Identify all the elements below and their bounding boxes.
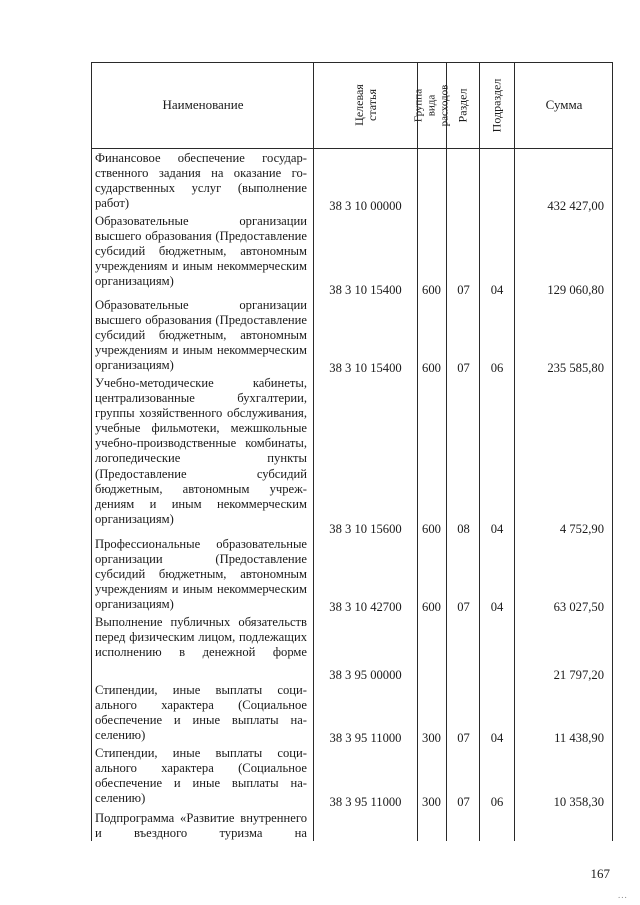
table-row-4-subsection: 04 [490,522,504,536]
table-row-2-name: Образовательные организации высшего образования (Предоставление субсидий бюджетным, автономным учреждениям и иным некоммерческим организациям) [95,214,307,289]
table-row-5-amount: 63 027,50 [553,600,604,614]
table-row-7-section: 07 [457,731,470,745]
table-row-5-name: Профессиональные образовательные организации (Предоставление субсидий бюджетным, автономным учреждениям и иным некоммерческим организациям) [95,537,307,612]
table-row-4-amount: 4 752,90 [559,522,604,536]
table-row-3-name: Образовательные организации высшего образования (Предоставление субсидий бюджетным, автономным учреждениям и иным некоммерческим организациям) [95,298,307,373]
page-number: 167 [590,866,610,881]
header-subsection [480,62,514,148]
column-divider-group [417,62,418,841]
table-row-1-name: Финансовое обеспечение государственного задания на оказание государственных услуг (выполнение работ) [95,151,307,211]
table-row-4-code: 38 3 10 15600 [329,522,402,536]
table-row-2-section: 07 [457,283,470,297]
column-divider-code [313,62,314,841]
table-row-4-section: 08 [457,522,470,536]
table-row-5-code: 38 3 10 42700 [329,600,402,614]
table-row-1-code: 38 3 10 00000 [329,199,402,213]
table-row-5-subsection: 04 [490,600,504,614]
table-row-9-name: Подпрограмма «Развитие внутреннего и въездного туризма на [95,811,307,841]
table-row-2-amount: 129 060,80 [547,283,604,297]
table-row-2-subsection: 04 [490,283,504,297]
table-row-4-group: 600 [422,522,441,536]
table-left-border [91,62,92,841]
table-row-6-code: 38 3 95 00000 [329,668,402,682]
corner-mark: ... [618,890,628,900]
table-row-1-amount: 432 427,00 [547,199,604,213]
header-section [447,62,479,148]
header-section-label: Раздел [455,88,470,122]
table-row-6-name: Выполнение публичных обязательств перед физическим лицом, подлежащих исполнению в денежной форме [95,615,307,660]
table-row-8-name: Стипендии, иные выплаты социального характера (Социальное обеспечение и иные выплаты населению) [95,746,307,806]
table-row-5-section: 07 [457,600,470,614]
table-row-2-group: 600 [422,283,441,297]
header-expense-group-label: Группа вида расходов [412,84,451,126]
header-subsection-label: Подраздел [489,78,504,132]
column-divider-subsection [479,62,480,841]
header-amount: Сумма [545,97,583,112]
table-row-4-name: Учебно-методические кабинеты, централизованные бухгалтерии, группы хозяйственного обслуживания, учебные фильмотеки, межшкольные учебно-производственные комбинаты, логопедические пункты (Предоставление субсидий бюджетным, автономным учреждениям и иным некоммерческим организациям) [95,376,307,526]
header-name: Наименование [162,97,244,112]
table-row-2-code: 38 3 10 15400 [329,283,402,297]
table-row-7-code: 38 3 95 11000 [329,731,402,745]
table-row-5-group: 600 [422,600,441,614]
table-row-7-amount: 11 438,90 [554,731,604,745]
table-row-3-code: 38 3 10 15400 [329,361,402,375]
table-row-3-section: 07 [457,361,470,375]
header-target-article-label: Целевая статья [351,84,379,126]
table-header-bottom-border [91,148,613,149]
table-row-8-group: 300 [422,795,441,809]
table-row-8-amount: 10 358,30 [553,795,604,809]
table-row-3-amount: 235 585,80 [547,361,604,375]
column-divider-amount [514,62,515,841]
table-row-7-subsection: 04 [490,731,504,745]
table-row-7-group: 300 [422,731,441,745]
header-expense-group [412,62,451,148]
table-row-3-group: 600 [422,361,441,375]
table-right-border [612,62,613,841]
table-row-6-amount: 21 797,20 [553,668,604,682]
table-row-8-subsection: 06 [490,795,504,809]
table-row-8-section: 07 [457,795,470,809]
table-row-8-code: 38 3 95 11000 [329,795,402,809]
table-row-7-name: Стипендии, иные выплаты социального характера (Социальное обеспечение и иные выплаты населению) [95,683,307,743]
column-divider-section [446,62,447,841]
table-row-3-subsection: 06 [490,361,504,375]
header-target-article [314,62,417,148]
